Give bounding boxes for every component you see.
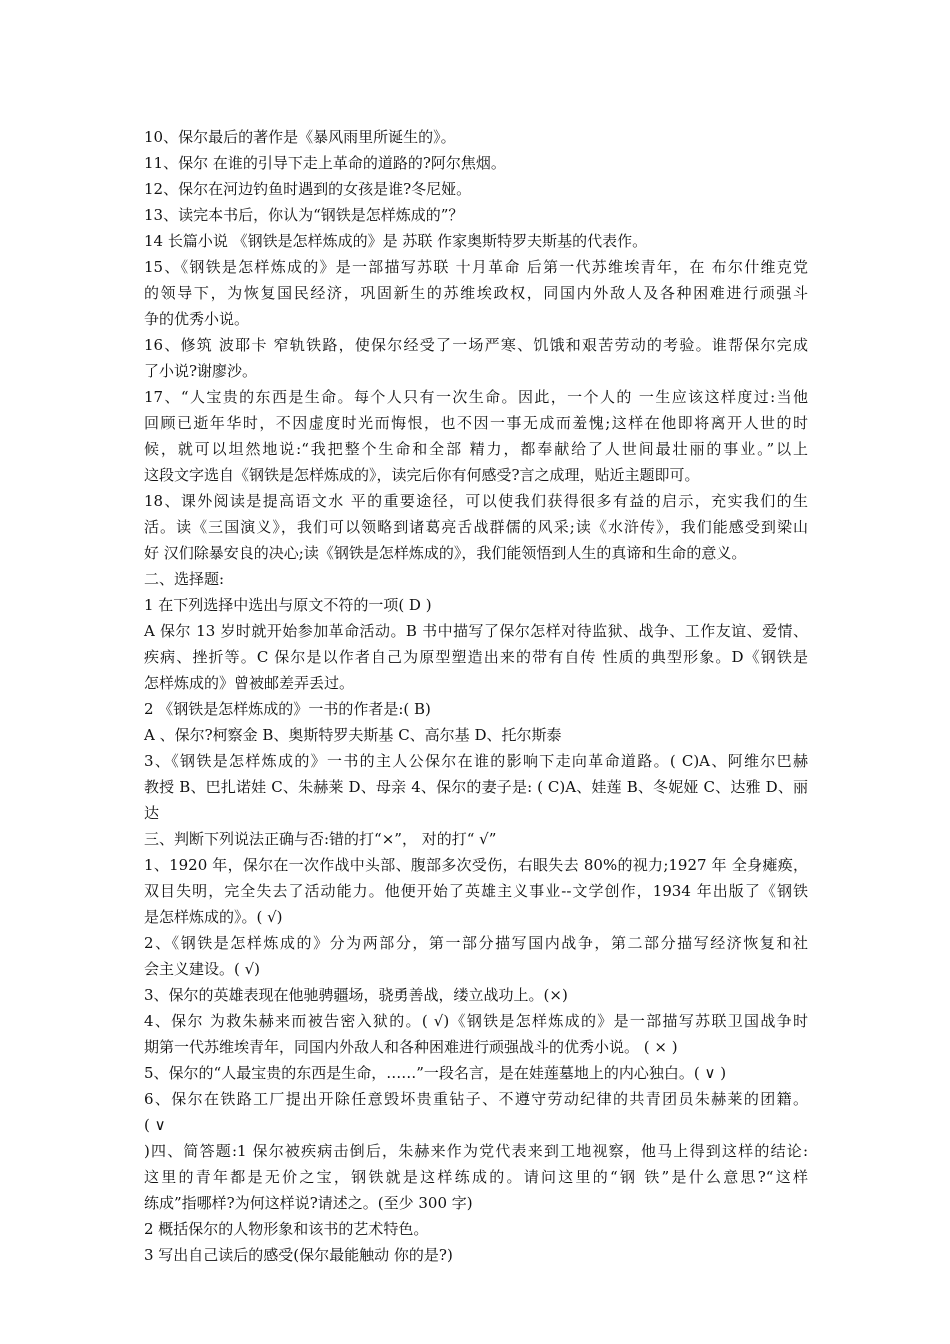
document-paragraph [144,124,808,150]
paragraph-line: 13、读完本书后，你认为“钢铁是怎样炼成的”？ [144,206,464,224]
paragraph-line: 3 写出自己读后的感受(保尔最能触动 你的是?) [144,1246,453,1264]
document-paragraph [144,1242,808,1268]
paragraph-line: 12、保尔在河边钓鱼时遇到的女孩是谁?冬尼娅。 [144,180,472,198]
paragraph-line: 会主义建设。( √) [144,960,261,978]
paragraph-line: 10、保尔最后的著作是《暴风雨里所诞生的》。 [144,128,456,146]
paragraph-line: 达 [144,804,160,822]
paragraph-line: 活。读《三国演义》，我们可以领略到诸葛亮舌战群儒的风采;读《水浒传》，我们能感受到梁山 [144,518,808,536]
paragraph-line: 14 长篇小说 《钢铁是怎样炼成的》是 苏联 作家奥斯特罗夫斯基的代表作。 [144,232,648,250]
document-paragraph [144,722,808,748]
document-paragraph [144,1138,808,1216]
paragraph-line: 争的优秀小说。 [144,310,250,328]
paragraph-line: 4、保尔 为救朱赫来而被告密入狱的。( √)《钢铁是怎样炼成的》是一部描写苏联卫国战争时 [144,1012,808,1030]
paragraph-line: 好 汉们除暴安良的决心;读《钢铁是怎样炼成的》，我们能领悟到人生的真谛和生命的意义。 [144,544,747,562]
paragraph-line: 期第一代苏维埃青年，同国内外敌人和各种困难进行顽强战斗的优秀小说。 ( × ) [144,1038,678,1056]
document-paragraph [144,1008,808,1060]
document-paragraph [144,1216,808,1242]
paragraph-line: 11、保尔 在谁的引导下走上革命的道路的?阿尔焦烟。 [144,154,506,172]
document-paragraph [144,826,808,852]
paragraph-line: 1 在下列选择中选出与原文不符的一项( D ) [144,596,432,614]
paragraph-line: 怎样炼成的》曾被邮差弄丢过。 [144,674,355,692]
paragraph-line: 练成”指哪样?为何这样说?请述之。(至少 300 字) [144,1194,473,1212]
document-paragraph [144,566,808,592]
paragraph-line: 回顾已逝年华时，不因虚度时光而悔恨，也不因一事无成而羞愧;这样在他即将离开人世的时 [144,414,808,432]
paragraph-line: 2 概括保尔的人物形象和该书的艺术特色。 [144,1220,429,1238]
document-paragraph [144,748,808,826]
paragraph-line: 三、判断下列说法正确与否:错的打“×”， 对的打“ √” [144,830,497,848]
paragraph-line: 2 《钢铁是怎样炼成的》一书的作者是:( B) [144,700,431,718]
paragraph-line: 15、《钢铁是怎样炼成的》是一部描写苏联 十月革命 后第一代苏维埃青年，在 布尔什维克党 [144,258,808,276]
paragraph-line: 18、课外阅读是提高语文水 平的重要途径，可以使我们获得很多有益的启示，充实我们的生 [144,492,808,510]
document-paragraph [144,202,808,228]
document-paragraph [144,618,808,696]
paragraph-line: )四、简答题:1 保尔被疾病击倒后，朱赫来作为党代表来到工地视察，他马上得到这样的结论: [144,1142,808,1160]
document-paragraph [144,982,808,1008]
paragraph-line: 的领导下，为恢复国民经济，巩固新生的苏维埃政权，同国内外敌人及各种困难进行顽强斗 [144,284,808,302]
document-paragraph [144,332,808,384]
paragraph-line: 2、《钢铁是怎样炼成的》分为两部分，第一部分描写国内战争，第二部分描写经济恢复和社 [144,934,808,952]
document-paragraph [144,930,808,982]
document-paragraph [144,176,808,202]
paragraph-line: 是怎样炼成的》。( √) [144,908,283,926]
paragraph-line: A 、保尔?柯察金 B、奥斯特罗夫斯基 C、高尔基 D、托尔斯泰 [144,726,562,744]
document-page [144,124,808,1268]
document-paragraph [144,592,808,618]
paragraph-line: 3、保尔的英雄表现在他驰骋疆场，骁勇善战，缕立战功上。(×) [144,986,568,1004]
paragraph-line: 17、“人宝贵的东西是生命。每个人只有一次生命。因此，一个人的 一生应该这样度过:当他 [144,388,808,406]
paragraph-line: 教授 B、巴扎诺娃 C、朱赫莱 D、母亲 4、保尔的妻子是: ( C)A、娃莲 B、冬妮娅 C、达雅 D、丽 [144,778,808,796]
document-paragraph [144,852,808,930]
paragraph-line: 6、保尔在铁路工厂提出开除任意毁坏贵重钻子、不遵守劳动纪律的共青团员朱赫莱的团籍。 [144,1090,808,1108]
document-paragraph [144,1086,808,1138]
paragraph-line: ( ∨ [144,1116,166,1134]
paragraph-line: 疾病、挫折等。C 保尔是以作者自己为原型塑造出来的带有自传 性质的典型形象。D《钢铁是 [144,648,808,666]
document-paragraph [144,488,808,566]
document-paragraph [144,228,808,254]
paragraph-line: 16、修筑 波耶卡 窄轨铁路，使保尔经受了一场严寒、饥饿和艰苦劳动的考验。谁帮保尔完成 [144,336,808,354]
paragraph-line: A 保尔 13 岁时就开始参加革命活动。B 书中描写了保尔怎样对待监狱、战争、工作友谊、爱情、 [144,622,808,640]
paragraph-line: 3、《钢铁是怎样炼成的》一书的主人公保尔在谁的影响下走向革命道路。( C)A、阿维尔巴赫 [144,752,808,770]
document-paragraph [144,696,808,722]
document-paragraph [144,1060,808,1086]
paragraph-line: 这里的青年都是无价之宝，钢铁就是这样练成的。请问这里的“钢 铁”是什么意思?“这样 [144,1168,808,1186]
paragraph-line: 候，就可以坦然地说:“我把整个生命和全部 精力，都奉献给了人世间最壮丽的事业。”以上 [144,440,808,458]
paragraph-line: 双目失明，完全失去了活动能力。他便开始了英雄主义事业--文学创作，1934 年出版了《钢铁 [144,882,808,900]
document-paragraph [144,384,808,488]
paragraph-line: 这段文字选自《钢铁是怎样炼成的》，读完后你有何感受?言之成理，贴近主题即可。 [144,466,700,484]
paragraph-line: 5、保尔的“人最宝贵的东西是生命，……”一段名言，是在娃莲墓地上的内心独白。( ∨ ) [144,1064,727,1082]
document-paragraph [144,150,808,176]
paragraph-line: 1、1920 年，保尔在一次作战中头部、腹部多次受伤，右眼失去 80%的视力;1927 年 全身瘫痪， [144,856,808,874]
document-paragraph [144,254,808,332]
paragraph-line: 二、选择题: [144,570,225,588]
paragraph-line: 了小说?谢廖沙。 [144,362,258,380]
